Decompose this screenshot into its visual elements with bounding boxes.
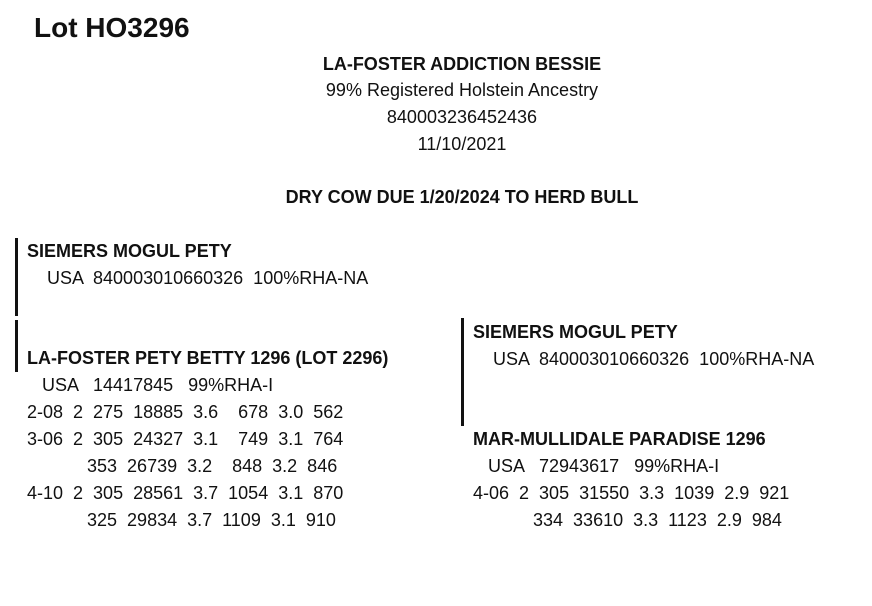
dam-sire-name: SIEMERS MOGUL PETY <box>473 322 678 342</box>
pedigree-bracket-dam-line <box>461 318 464 426</box>
sire-info: USA 840003010660326 100%RHA-NA <box>47 268 369 288</box>
dam-dam-name: MAR-MULLIDALE PARADISE 1296 <box>473 429 766 449</box>
dam-record: 325 29834 3.7 1109 3.1 910 <box>27 510 336 530</box>
status-line: DRY COW DUE 1/20/2024 TO HERD BULL <box>285 187 639 207</box>
dam-name: LA-FOSTER PETY BETTY 1296 (LOT 2296) <box>27 348 389 368</box>
pedigree-bracket-dam <box>15 320 18 372</box>
dam-dam-record: 334 33610 3.3 1123 2.9 984 <box>473 510 782 530</box>
dam-dam-record: 4-06 2 305 31550 3.3 1039 2.9 921 <box>473 483 790 503</box>
dam-record: 2-08 2 275 18885 3.6 678 3.0 562 <box>27 402 344 422</box>
dam-dam-info: USA 72943617 99%RHA-I <box>488 456 720 476</box>
animal-dob: 11/10/2021 <box>417 134 507 154</box>
dam-sire-info: USA 840003010660326 100%RHA-NA <box>493 349 815 369</box>
lot-number: Lot HO3296 <box>34 12 190 43</box>
animal-ancestry: 99% Registered Holstein Ancestry <box>325 80 599 100</box>
sire-name: SIEMERS MOGUL PETY <box>27 241 232 261</box>
dam-record: 3-06 2 305 24327 3.1 749 3.1 764 <box>27 429 344 449</box>
dam-record: 4-10 2 305 28561 3.7 1054 3.1 870 <box>27 483 344 503</box>
animal-name: LA-FOSTER ADDICTION BESSIE <box>322 54 602 74</box>
animal-id: 840003236452436 <box>386 107 538 127</box>
dam-record: 353 26739 3.2 848 3.2 846 <box>27 456 338 476</box>
dam-info: USA 14417845 99%RHA-I <box>42 375 274 395</box>
pedigree-bracket-sire <box>15 238 18 316</box>
